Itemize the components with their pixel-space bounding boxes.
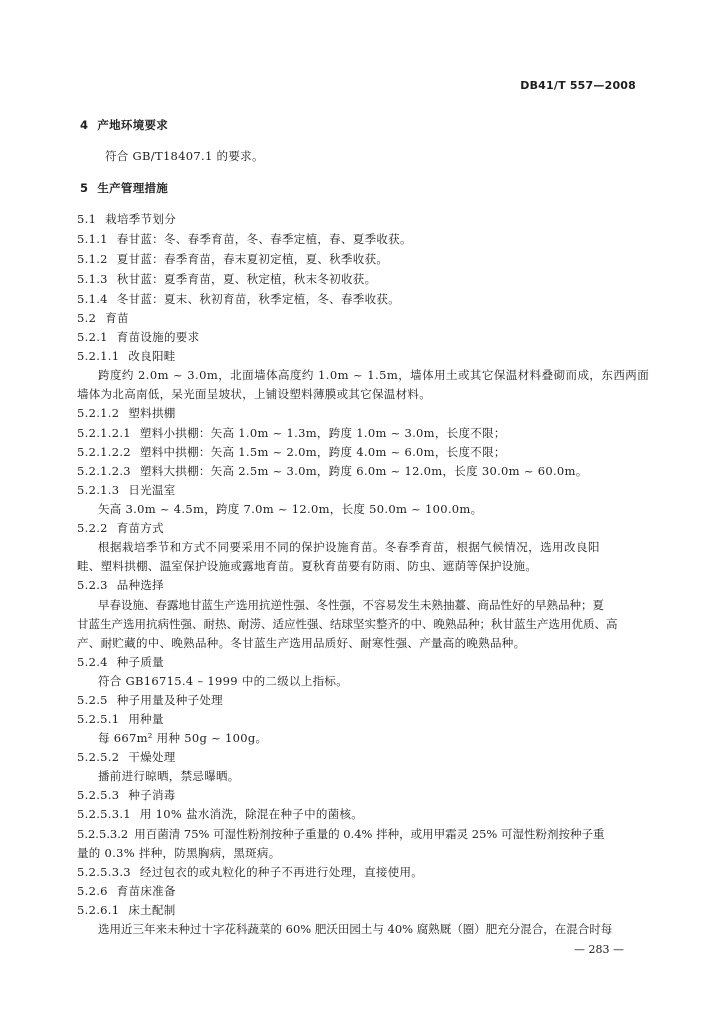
- clause-5-2-5-1: 5.2.5.1 用种量: [77, 712, 164, 726]
- clause-5-2-1-2-2: 5.2.1.2.2 塑料中拱棚：矢高 1.5m ~ 2.0m，跨度 4.0m ~ 6.0m，长度不限；: [77, 445, 506, 459]
- clause-5-2-1-2-3: 5.2.1.2.3 塑料大拱棚：矢高 2.5m ~ 3.0m，跨度 6.0m ~ 12.0m，长度 30.0m ~ 60.0m。: [77, 464, 588, 478]
- clause-5-2-4: 5.2.4 种子质量: [77, 655, 164, 669]
- clause-5-2-6: 5.2.6 育苗床准备: [77, 884, 176, 898]
- section-heading-5: 5 生产管理措施: [80, 181, 169, 195]
- paragraph-continuation: 甘蓝生产选用抗病性强、耐热、耐涝、适应性强、结球坚实整齐的中、晚熟品种；秋甘蓝生产选用优质、高: [77, 617, 618, 631]
- clause-5-2-5-2: 5.2.5.2 干燥处理: [77, 750, 176, 764]
- standard-number: DB41/T 557—2008: [520, 79, 636, 92]
- clause-5-1-2: 5.1.2 夏甘蓝：春季育苗，春末夏初定植，夏、秋季收获。: [77, 252, 389, 266]
- clause-5-2-1-3: 5.2.1.3 日光温室: [77, 483, 176, 497]
- paragraph: 根据栽培季节和方式不同要采用不同的保护设施育苗。冬春季育苗，根据气候情况，选用改良阳: [98, 540, 600, 554]
- paragraph: 符合 GB/T18407.1 的要求。: [105, 149, 264, 163]
- clause-5-2-1-2-1: 5.2.1.2.1 塑料小拱棚：矢高 1.0m ~ 1.3m，跨度 1.0m ~ 3.0m，长度不限；: [77, 426, 506, 440]
- paragraph: 播前进行晾晒，禁忌曝晒。: [98, 769, 240, 783]
- clause-5-2: 5.2 育苗: [77, 311, 129, 325]
- paragraph: 矢高 3.0m ~ 4.5m，跨度 7.0m ~ 12.0m，长度 50.0m ~ 100.0m。: [98, 502, 483, 516]
- clause-5-1-3: 5.1.3 秋甘蓝：夏季育苗，夏、秋定植，秋末冬初收获。: [77, 272, 377, 286]
- clause-5-1-4: 5.1.4 冬甘蓝：夏末、秋初育苗，秋季定植，冬、春季收获。: [77, 292, 400, 306]
- clause-5-2-5: 5.2.5 种子用量及种子处理: [77, 693, 223, 707]
- page-number: — 283 —: [574, 943, 624, 956]
- paragraph-continuation: 量的 0.3% 拌种，防黑胸病，黑斑病。: [77, 846, 281, 860]
- clause-5-2-1-1: 5.2.1.1 改良阳畦: [77, 349, 176, 363]
- clause-5-2-1-2: 5.2.1.2 塑料拱棚: [77, 406, 176, 420]
- clause-5-2-2: 5.2.2 育苗方式: [77, 521, 164, 535]
- paragraph: 选用近三年来未种过十字花科蔬菜的 60% 肥沃田园土与 40% 腐熟厩（圈）肥充分混合，在混合时每: [98, 922, 613, 936]
- clause-5-2-5-3: 5.2.5.3 种子消毒: [77, 788, 176, 802]
- section-heading-4: 4 产地环境要求: [80, 118, 169, 132]
- paragraph-continuation: 墙体为北高南低，呆光面呈坡状，上铺设塑料薄膜或其它保温材料。: [77, 387, 431, 401]
- clause-5-2-5-3-2: 5.2.5.3.2 用百菌清 75% 可湿性粉剂按种子重量的 0.4% 拌种，或用甲霜灵 25% 可湿性粉剂按种子重: [77, 827, 605, 841]
- clause-5-2-5-3-1: 5.2.5.3.1 用 10% 盐水消洗，除混在种子中的菌核。: [77, 807, 364, 821]
- paragraph-continuation: 畦、塑料拱棚、温室保护设施或露地育苗。夏秋育苗要有防雨、防虫、遮荫等保护设施。: [77, 559, 538, 573]
- paragraph-continuation: 产、耐贮藏的中、晚熟品种。冬甘蓝生产选用品质好、耐寒性强、产量高的晚熟品种。: [77, 636, 526, 650]
- paragraph: 早春设施、春露地甘蓝生产选用抗逆性强、冬性强，不容易发生未熟抽薹、商品性好的早熟品种；夏: [98, 598, 604, 612]
- clause-5-1: 5.1 栽培季节划分: [77, 212, 177, 226]
- clause-5-2-1: 5.2.1 育苗设施的要求: [77, 330, 200, 344]
- clause-5-2-6-1: 5.2.6.1 床土配制: [77, 903, 176, 917]
- clause-5-1-1: 5.1.1 春甘蓝：冬、春季育苗，冬、春季定植，春、夏季收获。: [77, 232, 412, 246]
- clause-5-2-3: 5.2.3 品种选择: [77, 578, 164, 592]
- paragraph: 跨度约 2.0m ~ 3.0m，北面墙体高度约 1.0m ~ 1.5m，墙体用土或其它保温材料叠砌而成，东西两面: [98, 368, 650, 382]
- paragraph: 符合 GB16715.4 – 1999 中的二级以上指标。: [98, 674, 349, 688]
- paragraph: 每 667m² 用种 50g ~ 100g。: [98, 731, 268, 745]
- clause-5-2-5-3-3: 5.2.5.3.3 经过包衣的或丸粒化的种子不再进行处理，直接使用。: [77, 865, 424, 879]
